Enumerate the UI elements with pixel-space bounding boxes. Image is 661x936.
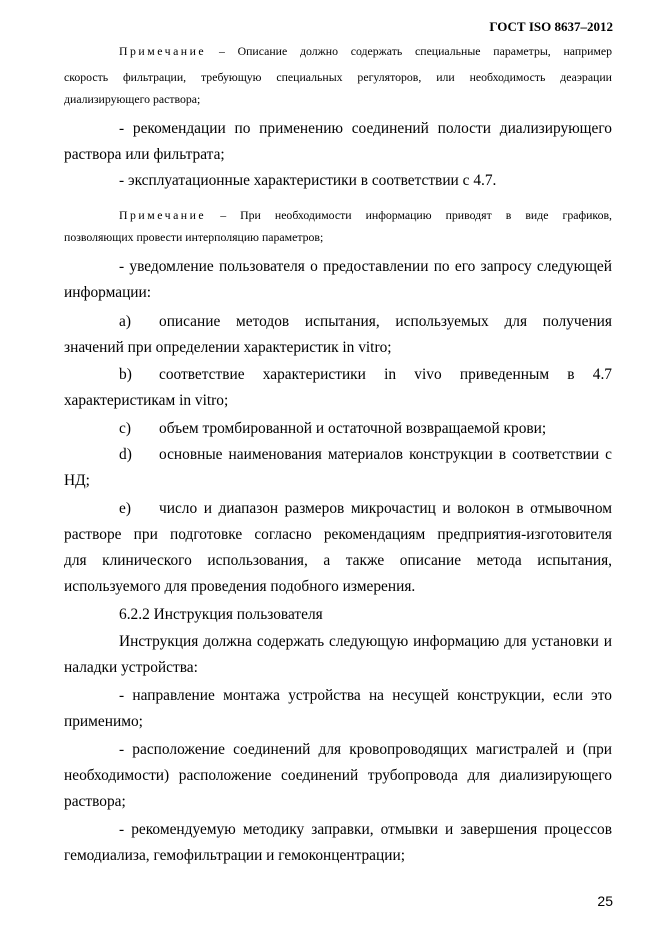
bullet6-line2: гемодиализа, гемофильтрации и гемоконцентрации; xyxy=(64,847,405,864)
item-d-marker: d) xyxy=(119,446,132,463)
item-e-line1: число и диапазон размеров микрочастиц и волокон в отмывочном xyxy=(159,500,612,517)
item-e-line2: растворе при подготовке согласно рекомендациям предприятия-изготовителя xyxy=(64,526,612,543)
bullet4-line1: - направление монтажа устройства на несущей конструкции, если это xyxy=(119,687,612,704)
item-a-line1: описание методов испытания, используемых для получения xyxy=(159,313,612,330)
bullet5-line3: раствора; xyxy=(64,793,126,810)
item-b-marker: b) xyxy=(119,366,132,383)
note1-line1 xyxy=(119,44,612,59)
note2-text1: – При необходимости информацию приводят в виде графиков, xyxy=(220,208,612,222)
item-a-line2: значений при определении характеристик in vitro; xyxy=(64,339,392,356)
note1-label: Примечание xyxy=(119,44,207,58)
intro-line1: Инструкция должна содержать следующую информацию для установки и xyxy=(119,633,612,650)
item-c-line1: объем тромбированной и остаточной возвращаемой крови; xyxy=(159,420,547,437)
bullet2: - эксплуатационные характеристики в соответствии с 4.7. xyxy=(119,172,497,189)
intro-line2: наладки устройства: xyxy=(64,659,198,676)
note1-line2: скорость фильтрации, требующую специальных регуляторов, или необходимость деаэрации xyxy=(64,70,612,84)
item-b-line2: характеристикам in vitro; xyxy=(64,392,229,409)
item-d-line1: основные наименования материалов конструкции в соответствии с xyxy=(159,446,612,463)
note1-text1: – Описание должно содержать специальные параметры, например xyxy=(218,44,613,58)
note2-label: Примечание xyxy=(119,208,207,222)
bullet5-line1: - расположение соединений для кровопроводящих магистралей и (при xyxy=(119,741,612,758)
bullet4-line2: применимо; xyxy=(64,713,143,730)
bullet5-line2: необходимости) расположение соединений трубопровода для диализирующего xyxy=(64,767,612,784)
bullet1-line2: раствора или фильтрата; xyxy=(64,146,225,163)
document-header: ГОСТ ISO 8637–2012 xyxy=(489,19,613,34)
item-e-line4: используемого для проведения подобного измерения. xyxy=(64,578,416,595)
item-d-line2: НД; xyxy=(64,472,90,489)
bullet6-line1: - рекомендуемую методику заправки, отмывки и завершения процессов xyxy=(119,821,612,838)
note2-line1 xyxy=(119,208,612,223)
note1-line3: диализирующего раствора; xyxy=(64,92,201,106)
bullet3-line1: - уведомление пользователя о предоставлении по его запросу следующей xyxy=(119,258,612,275)
item-e-marker: e) xyxy=(119,500,131,517)
item-a-marker: a) xyxy=(119,313,131,330)
bullet3-line2: информации: xyxy=(64,284,152,301)
item-e-line3: для клинического использования, а также описание метода испытания, xyxy=(64,552,612,569)
item-c-marker: c) xyxy=(119,420,131,437)
bullet1-line1: - рекомендации по применению соединений полости диализирующего xyxy=(119,120,612,137)
page-number: 25 xyxy=(597,893,613,909)
item-b-line1: соответствие характеристики in vivo приведенным в 4.7 xyxy=(159,366,612,383)
section-heading: 6.2.2 Инструкция пользователя xyxy=(119,606,323,623)
note2-line2: позволяющих провести интерполяцию параметров; xyxy=(64,230,324,244)
